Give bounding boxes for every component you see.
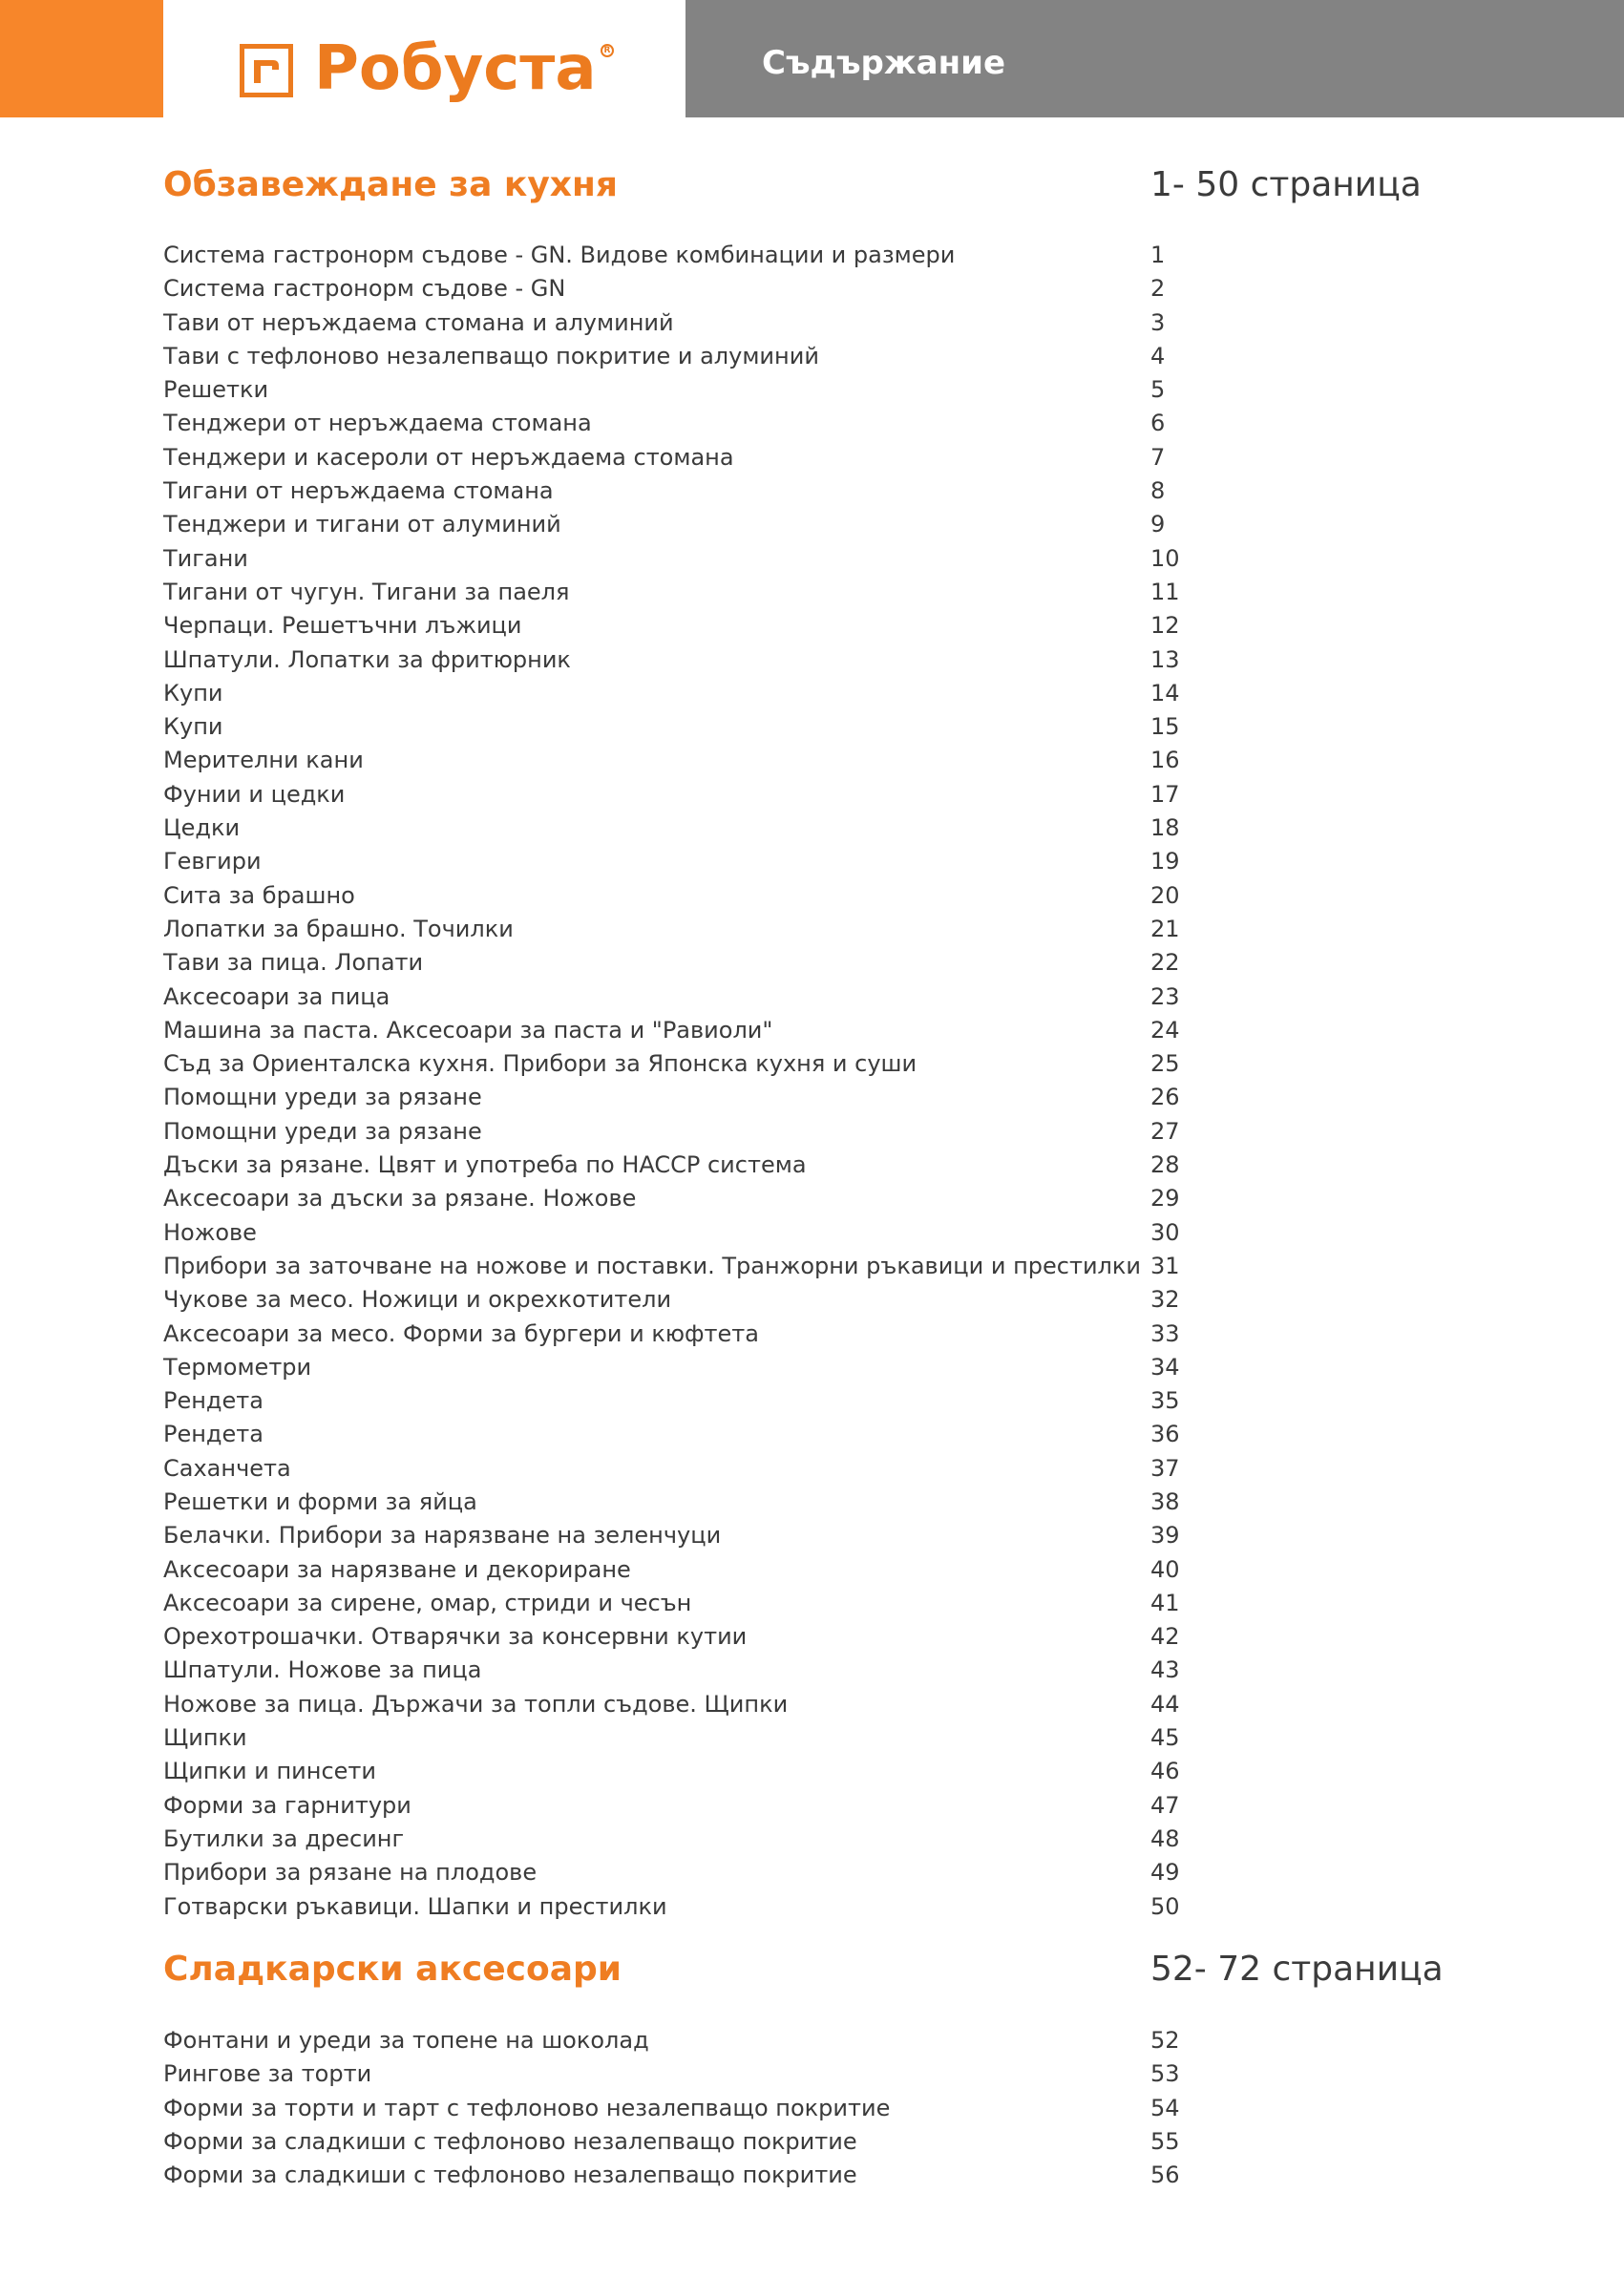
toc-entry-title: Прибори за заточване на ножове и поставки. Транжорни ръкавици и престилки — [163, 1252, 1141, 1279]
toc-entry-title: Шпатули. Ножове за пица — [163, 1656, 482, 1684]
toc-entry-page: 23 — [1150, 982, 1180, 1010]
toc-entry[interactable] — [163, 2057, 1443, 2091]
toc-entry[interactable] — [163, 576, 1443, 609]
toc-entry[interactable] — [163, 778, 1443, 812]
toc-entry-title: Бутилки за дресинг — [163, 1825, 405, 1852]
toc-entry[interactable] — [163, 744, 1443, 777]
toc-entry-page: 52 — [1150, 2027, 1180, 2054]
toc-entry-page: 11 — [1150, 578, 1180, 605]
toc-entry-page: 32 — [1150, 1286, 1180, 1314]
toc-entry-page: 55 — [1150, 2127, 1180, 2155]
toc-entry-page: 45 — [1150, 1724, 1180, 1752]
toc-entry[interactable] — [163, 2024, 1443, 2057]
toc-entry-title: Тенджери и тигани от алуминий — [163, 511, 561, 538]
toc-entry[interactable] — [163, 1216, 1443, 1250]
toc-entry-title: Аксесоари за нарязване и декориране — [163, 1555, 631, 1583]
toc-entry[interactable] — [163, 1149, 1443, 1182]
toc-entry-page: 14 — [1150, 679, 1180, 707]
toc-entry-title: Ножове за пица. Държачи за топли съдове. Щипки — [163, 1690, 789, 1718]
toc-entry[interactable] — [163, 946, 1443, 980]
toc-entry-page: 18 — [1150, 814, 1180, 842]
section-page-range: 52- 72 страница — [1150, 1950, 1444, 1989]
toc-entry-title: Система гастронорм съдове - GN — [163, 275, 566, 303]
toc-entry-title: Мерителни кани — [163, 747, 364, 774]
toc-entry-page: 3 — [1150, 308, 1166, 336]
toc-entry-page: 53 — [1150, 2060, 1180, 2088]
toc-entry-title: Тави от неръждаема стомана и алуминий — [163, 308, 674, 336]
toc-entry[interactable] — [163, 1486, 1443, 1519]
toc-entry-page: 4 — [1150, 342, 1166, 369]
toc-entry-title: Форми за торти и тарт с тефлоново незалепващо покритие — [163, 2094, 891, 2121]
toc-entry-page: 28 — [1150, 1151, 1180, 1179]
section-title: Обзавеждане за кухня — [163, 165, 619, 204]
toc-entry-title: Форми за сладкиши с тефлоново незалепващо покритие — [163, 2162, 857, 2189]
toc-entry[interactable] — [163, 407, 1443, 440]
toc-entry-title: Тави за пица. Лопати — [163, 949, 424, 977]
toc-entry[interactable] — [163, 272, 1443, 306]
toc-entry-page: 13 — [1150, 645, 1180, 673]
toc-entry-page: 5 — [1150, 376, 1166, 404]
toc-entry[interactable] — [163, 1823, 1443, 1856]
toc-entry[interactable] — [163, 2092, 1443, 2125]
toc-entry-title: Дъски за рязане. Цвят и употреба по HACCP система — [163, 1151, 807, 1179]
toc-entry[interactable] — [163, 1418, 1443, 1451]
toc-entry[interactable] — [163, 475, 1443, 508]
toc-entry-page: 40 — [1150, 1555, 1180, 1583]
toc-entry-page: 56 — [1150, 2162, 1180, 2189]
toc-entry-title: Тигани от чугун. Тигани за паеля — [163, 578, 570, 605]
toc-entry-title: Лопатки за брашно. Точилки — [163, 915, 514, 942]
toc-entry[interactable] — [163, 643, 1443, 677]
toc-entry[interactable] — [163, 1620, 1443, 1654]
toc-entry[interactable] — [163, 879, 1443, 913]
toc-entry[interactable] — [163, 1452, 1443, 1486]
toc-entry[interactable] — [163, 441, 1443, 475]
toc-entry-title: Рендета — [163, 1387, 264, 1415]
toc-entry-title: Тави с тефлоново незалепващо покритие и алуминий — [163, 342, 819, 369]
toc-entry[interactable] — [163, 981, 1443, 1014]
toc-entry[interactable] — [163, 239, 1443, 272]
toc-entry-title: Система гастронорм съдове - GN. Видове комбинации и размери — [163, 242, 956, 268]
toc-entry[interactable] — [163, 1553, 1443, 1587]
toc-entry-title: Съд за Ориенталска кухня. Прибори за Японска кухня и суши — [163, 1050, 917, 1078]
toc-entry-page: 10 — [1150, 544, 1180, 572]
section-page-range: 1- 50 страница — [1150, 165, 1422, 204]
toc-entry[interactable] — [163, 1182, 1443, 1215]
toc-entry-title: Сита за брашно — [163, 881, 355, 909]
toc-list-pastry — [163, 2024, 1443, 2192]
toc-entry-page: 6 — [1150, 410, 1166, 437]
toc-entry-page: 41 — [1150, 1589, 1180, 1616]
toc-entry-page: 24 — [1150, 1016, 1180, 1044]
toc-entry-title: Аксесоари за пица — [163, 982, 390, 1010]
toc-entry-page: 16 — [1150, 747, 1180, 774]
toc-entry-title: Фонтани и уреди за топене на шоколад — [163, 2027, 649, 2054]
toc-entry-title: Купи — [163, 679, 223, 707]
toc-entry[interactable] — [163, 1587, 1443, 1620]
toc-entry-title: Орехотрошачки. Отварячки за консервни кутии — [163, 1623, 748, 1651]
brand-logo — [163, 0, 685, 117]
toc-list-kitchen — [163, 239, 1443, 1924]
toc-entry-title: Помощни уреди за рязане — [163, 1117, 482, 1145]
toc-entry-title: Помощни уреди за рязане — [163, 1084, 482, 1111]
toc-entry-page: 29 — [1150, 1185, 1180, 1213]
toc-entry-page: 48 — [1150, 1825, 1180, 1852]
toc-entry-page: 2 — [1150, 275, 1166, 303]
toc-entry-page: 7 — [1150, 443, 1166, 471]
toc-entry[interactable] — [163, 812, 1443, 845]
toc-entry-title: Прибори за рязане на плодове — [163, 1859, 538, 1887]
toc-entry-page: 47 — [1150, 1791, 1180, 1819]
toc-entry[interactable] — [163, 306, 1443, 340]
toc-entry-page: 44 — [1150, 1690, 1180, 1718]
toc-entry[interactable] — [163, 1014, 1443, 1047]
toc-entry-page: 50 — [1150, 1892, 1180, 1920]
toc-entry[interactable] — [163, 1755, 1443, 1788]
toc-entry-page: 25 — [1150, 1050, 1180, 1078]
toc-entry[interactable] — [163, 609, 1443, 643]
toc-entry-page: 54 — [1150, 2094, 1180, 2121]
toc-entry-title: Аксесоари за дъски за рязане. Ножове — [163, 1185, 637, 1213]
toc-entry-page: 21 — [1150, 915, 1180, 942]
toc-entry-title: Решетки и форми за яйца — [163, 1487, 477, 1515]
toc-entry-title: Тигани от неръждаема стомана — [163, 477, 554, 505]
toc-entry[interactable] — [163, 1890, 1443, 1924]
toc-entry-title: Цедки — [163, 814, 241, 842]
toc-entry-page: 1 — [1150, 242, 1166, 268]
toc-entry-page: 46 — [1150, 1758, 1180, 1785]
toc-entry-page: 35 — [1150, 1387, 1180, 1415]
toc-entry-title: Машина за паста. Аксесоари за паста и "Равиоли" — [163, 1016, 773, 1044]
toc-entry[interactable] — [163, 1721, 1443, 1755]
toc-entry-title: Тенджери от неръждаема стомана — [163, 410, 592, 437]
toc-entry-page: 15 — [1150, 713, 1180, 741]
toc-entry[interactable] — [163, 1856, 1443, 1889]
toc-entry-title: Рингове за торти — [163, 2060, 372, 2088]
toc-entry[interactable] — [163, 1115, 1443, 1149]
header-bar — [685, 0, 1624, 117]
toc-entry-page: 36 — [1150, 1421, 1180, 1448]
toc-entry-page: 22 — [1150, 949, 1180, 977]
logo-r-icon — [240, 44, 293, 97]
toc-entry-page: 49 — [1150, 1859, 1180, 1887]
toc-entry-page: 9 — [1150, 511, 1166, 538]
toc-entry-page: 19 — [1150, 848, 1180, 875]
toc-entry-page: 37 — [1150, 1454, 1180, 1482]
toc-entry-page: 34 — [1150, 1353, 1180, 1381]
toc-entry[interactable] — [163, 1318, 1443, 1351]
toc-entry-title: Щипки — [163, 1724, 247, 1752]
toc-entry-title: Готварски ръкавици. Шапки и престилки — [163, 1892, 667, 1920]
toc-entry[interactable] — [163, 1519, 1443, 1552]
toc-entry[interactable] — [163, 340, 1443, 373]
toc-entry[interactable] — [163, 1047, 1443, 1081]
toc-entry-title: Шпатули. Лопатки за фритюрник — [163, 645, 571, 673]
toc-entry-title: Тенджери и касероли от неръждаема стомана — [163, 443, 734, 471]
toc-entry-page: 39 — [1150, 1522, 1180, 1550]
toc-entry-title: Фунии и цедки — [163, 780, 346, 808]
toc-entry[interactable] — [163, 677, 1443, 710]
toc-entry[interactable] — [163, 542, 1443, 576]
toc-entry-page: 17 — [1150, 780, 1180, 808]
toc-entry[interactable] — [163, 1351, 1443, 1384]
toc-entry[interactable] — [163, 2159, 1443, 2192]
toc-entry-title: Черпаци. Решетъчни лъжици — [163, 612, 522, 640]
registered-mark-icon: R — [601, 44, 614, 57]
toc-entry-page: 8 — [1150, 477, 1166, 505]
toc-entry-title: Ножове — [163, 1218, 257, 1246]
toc-entry-page: 12 — [1150, 612, 1180, 640]
toc-entry-title: Форми за гарнитури — [163, 1791, 411, 1819]
toc-entry[interactable] — [163, 2125, 1443, 2159]
toc-entry[interactable] — [163, 1688, 1443, 1721]
toc-entry-page: 43 — [1150, 1656, 1180, 1684]
toc-entry-title: Гевгири — [163, 848, 262, 875]
toc-entry-page: 31 — [1150, 1252, 1180, 1279]
toc-entry-title: Аксесоари за сирене, омар, стриди и чесън — [163, 1589, 692, 1616]
toc-entry-title: Чукове за месо. Ножици и окрехкотители — [163, 1286, 672, 1314]
toc-entry-page: 42 — [1150, 1623, 1180, 1651]
toc-entry[interactable] — [163, 373, 1443, 407]
toc-entry-title: Белачки. Прибори за нарязване на зеленчуци — [163, 1522, 722, 1550]
toc-entry-page: 30 — [1150, 1218, 1180, 1246]
toc-entry-title: Щипки и пинсети — [163, 1758, 377, 1785]
section-heading-kitchen — [163, 161, 1443, 209]
toc-entry-title: Аксесоари за месо. Форми за бургери и кюфтета — [163, 1319, 759, 1347]
toc-entry-title: Форми за сладкиши с тефлоново незалепващо покритие — [163, 2127, 857, 2155]
toc-entry-title: Решетки — [163, 376, 269, 404]
section-title: Сладкарски аксесоари — [163, 1950, 622, 1989]
header-accent-block — [0, 0, 163, 117]
toc-entry-title: Купи — [163, 713, 223, 741]
toc-entry-page: 20 — [1150, 881, 1180, 909]
toc-entry-page: 27 — [1150, 1117, 1180, 1145]
toc-entry[interactable] — [163, 913, 1443, 946]
toc-entry[interactable] — [163, 1081, 1443, 1114]
toc-entry[interactable] — [163, 710, 1443, 744]
toc-entry-page: 33 — [1150, 1319, 1180, 1347]
page-title: Съдържание — [762, 44, 1005, 82]
brand-name: Робуста — [314, 33, 597, 104]
toc-entry-title: Термометри — [163, 1353, 312, 1381]
toc-entry[interactable] — [163, 1283, 1443, 1317]
section-heading-pastry — [163, 1946, 1443, 1993]
toc-entry[interactable] — [163, 1789, 1443, 1823]
toc-entry[interactable] — [163, 1654, 1443, 1687]
toc-entry[interactable] — [163, 845, 1443, 878]
toc-entry[interactable] — [163, 1250, 1443, 1283]
toc-entry-page: 38 — [1150, 1487, 1180, 1515]
toc-entry-page: 26 — [1150, 1084, 1180, 1111]
toc-entry[interactable] — [163, 1384, 1443, 1418]
toc-entry-title: Тигани — [163, 544, 248, 572]
toc-entry-title: Саханчета — [163, 1454, 291, 1482]
toc-entry[interactable] — [163, 508, 1443, 541]
toc-entry-title: Рендета — [163, 1421, 264, 1448]
